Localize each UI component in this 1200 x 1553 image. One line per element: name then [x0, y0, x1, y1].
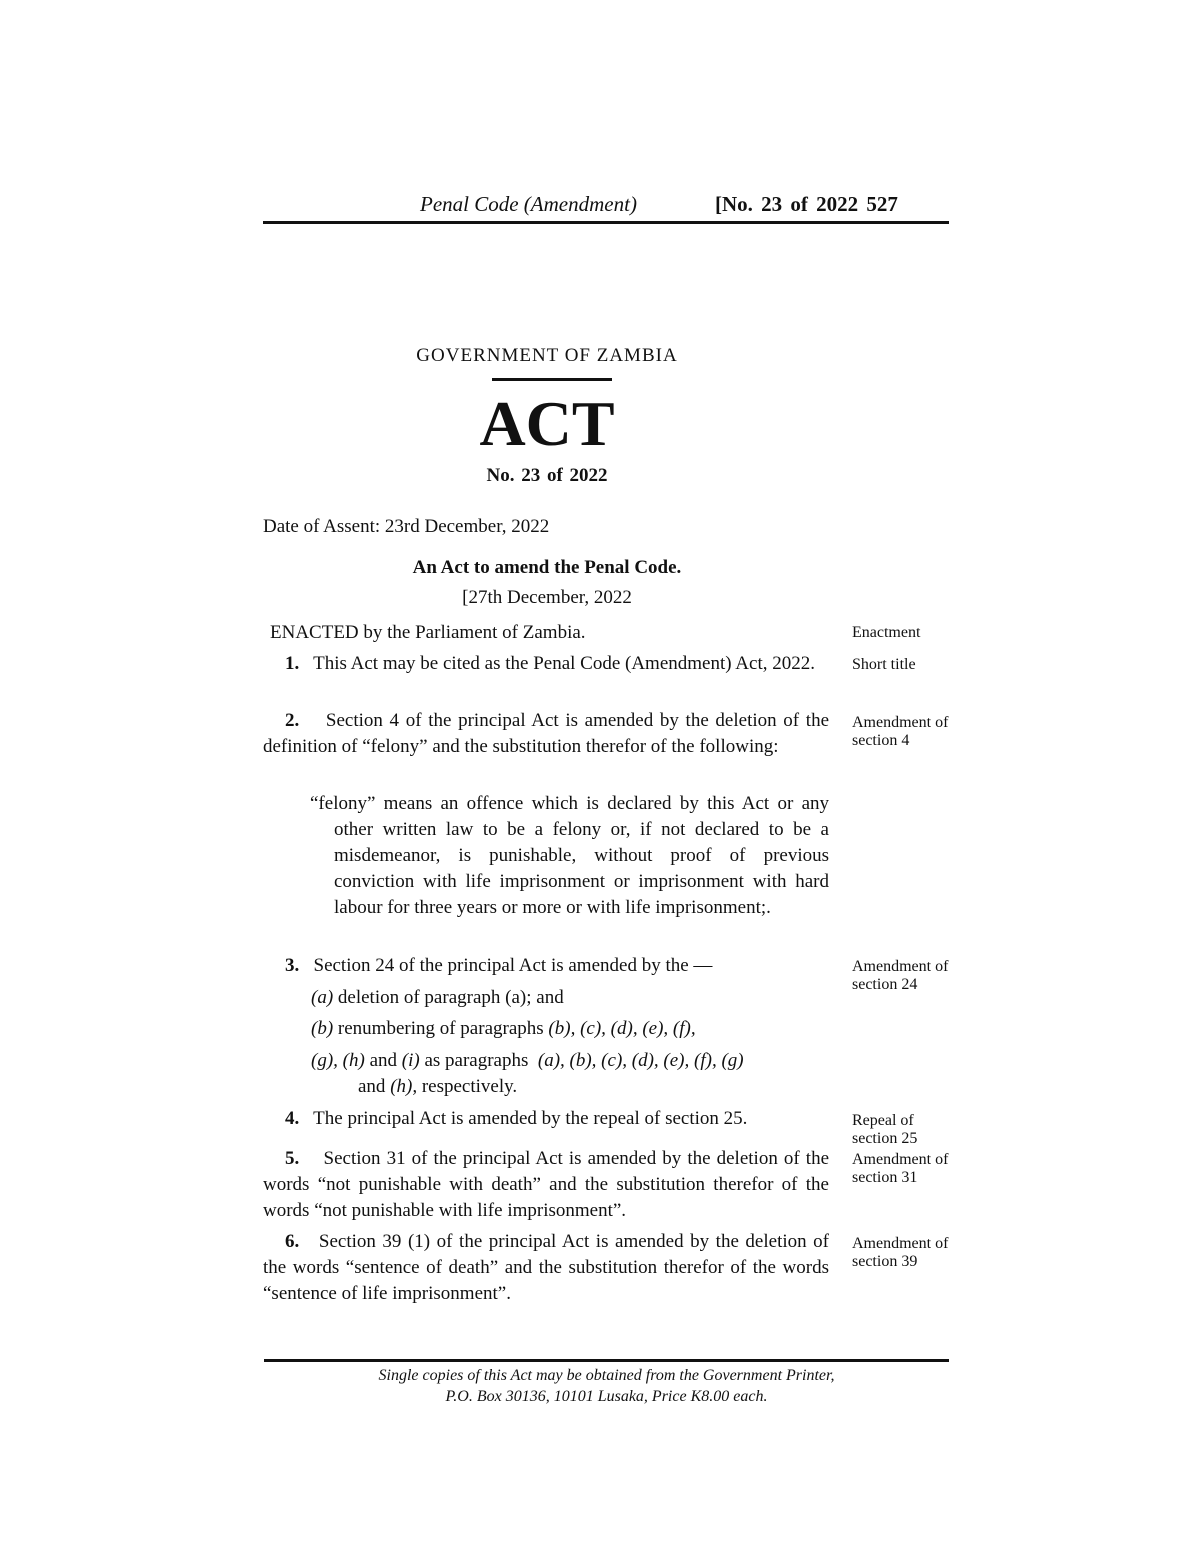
renumber-and: and	[369, 1050, 397, 1071]
footer-note	[264, 1365, 949, 1407]
section-4	[263, 1106, 829, 1132]
margin-note-section-31: Amendment of section 31	[852, 1151, 949, 1186]
section-text: Section 4 of the principal Act is amended by the deletion of the definition of “felony” and the substitution therefor of the following:	[263, 710, 830, 757]
section-number: 2.	[285, 710, 300, 731]
enactment-clause	[263, 620, 829, 646]
renumber-to-list: (a), (b), (c), (d), (e), (f), (g)	[537, 1050, 744, 1071]
margin-note-section-25: Repeal of section 25	[852, 1112, 918, 1147]
section-number: 3.	[285, 955, 300, 976]
margin-note-section-4: Amendment of section 4	[852, 714, 949, 749]
margin-note-section-24: Amendment of section 24	[852, 958, 949, 993]
section-text: This Act may be cited as the Penal Code (Amendment) Act, 2022.	[313, 653, 815, 674]
commencement-date: [27th December, 2022	[462, 587, 632, 608]
renumber-last: (i)	[401, 1050, 420, 1071]
paragraph-label: (b)	[311, 1018, 334, 1039]
section-number: 1.	[285, 653, 300, 674]
paragraph-a	[311, 985, 829, 1011]
renumber-final: (h),	[390, 1076, 418, 1097]
felony-definition: “felony” means an offence which is declared by this Act or any other written law to be a felony or, if not declared to be a misdemeanor, is punishable, without proof of previous conviction with life imprisonment or imprisonment with hard labour for three years or more or with life imprisonment;.	[310, 793, 829, 918]
paragraph-b-end	[358, 1074, 829, 1100]
paragraph-b-continued	[311, 1048, 829, 1074]
footer-line-2: P.O. Box 30136, 10101 Lusaka, Price K8.00 each.	[445, 1388, 768, 1405]
paragraph-text: deletion of paragraph (a); and	[337, 987, 564, 1008]
section-text: Section 39 (1) of the principal Act is amended by the deletion of the words “sentence of death” and the substitution therefor of the words “sentence of life imprisonment”.	[263, 1231, 830, 1304]
act-heading: ACT	[479, 388, 615, 459]
section-text: The principal Act is amended by the repeal of section 25.	[313, 1108, 748, 1129]
section-text: Section 24 of the principal Act is amended by the —	[313, 955, 713, 976]
footer-line-1: Single copies of this Act may be obtained from the Government Printer,	[378, 1367, 835, 1384]
renumber-final-and: and	[358, 1076, 386, 1097]
section-2	[263, 708, 829, 760]
title-divider	[492, 378, 612, 381]
section-3	[263, 953, 829, 979]
section-6	[263, 1229, 829, 1307]
header-divider	[263, 221, 949, 224]
footer-divider	[264, 1359, 949, 1362]
enactment-text: ENACTED by the Parliament of Zambia.	[270, 622, 586, 643]
renumber-from-list: (b), (c), (d), (e), (f),	[548, 1018, 696, 1039]
running-header-title: Penal Code (Amendment)	[420, 192, 637, 216]
section-1	[263, 651, 829, 677]
long-title: An Act to amend the Penal Code.	[412, 557, 682, 578]
renumber-as: as paragraphs	[424, 1050, 529, 1071]
section-5	[263, 1146, 829, 1224]
section-number: 4.	[285, 1108, 300, 1129]
paragraph-label: (a)	[311, 987, 334, 1008]
margin-note-enactment: Enactment	[852, 624, 921, 641]
date-of-assent: Date of Assent: 23rd December, 2022	[263, 516, 550, 537]
paragraph-text: renumbering of paragraphs	[337, 1018, 544, 1039]
running-header-number: [No. 23 of 2022 527	[715, 192, 898, 216]
margin-note-short-title: Short title	[852, 656, 916, 673]
section-number: 5.	[285, 1148, 300, 1169]
section-text: Section 31 of the principal Act is amended by the deletion of the words “not punishable with death” and the substitution therefor of the words “not punishable with life imprisonment”.	[263, 1148, 830, 1221]
renumber-from-list-2: (g), (h)	[311, 1050, 365, 1071]
act-number: No. 23 of 2022	[486, 465, 608, 486]
paragraph-b	[311, 1016, 829, 1042]
government-heading: GOVERNMENT OF ZAMBIA	[416, 345, 678, 366]
section-number: 6.	[285, 1231, 300, 1252]
margin-note-section-39: Amendment of section 39	[852, 1235, 949, 1270]
renumber-end: respectively.	[421, 1076, 518, 1097]
